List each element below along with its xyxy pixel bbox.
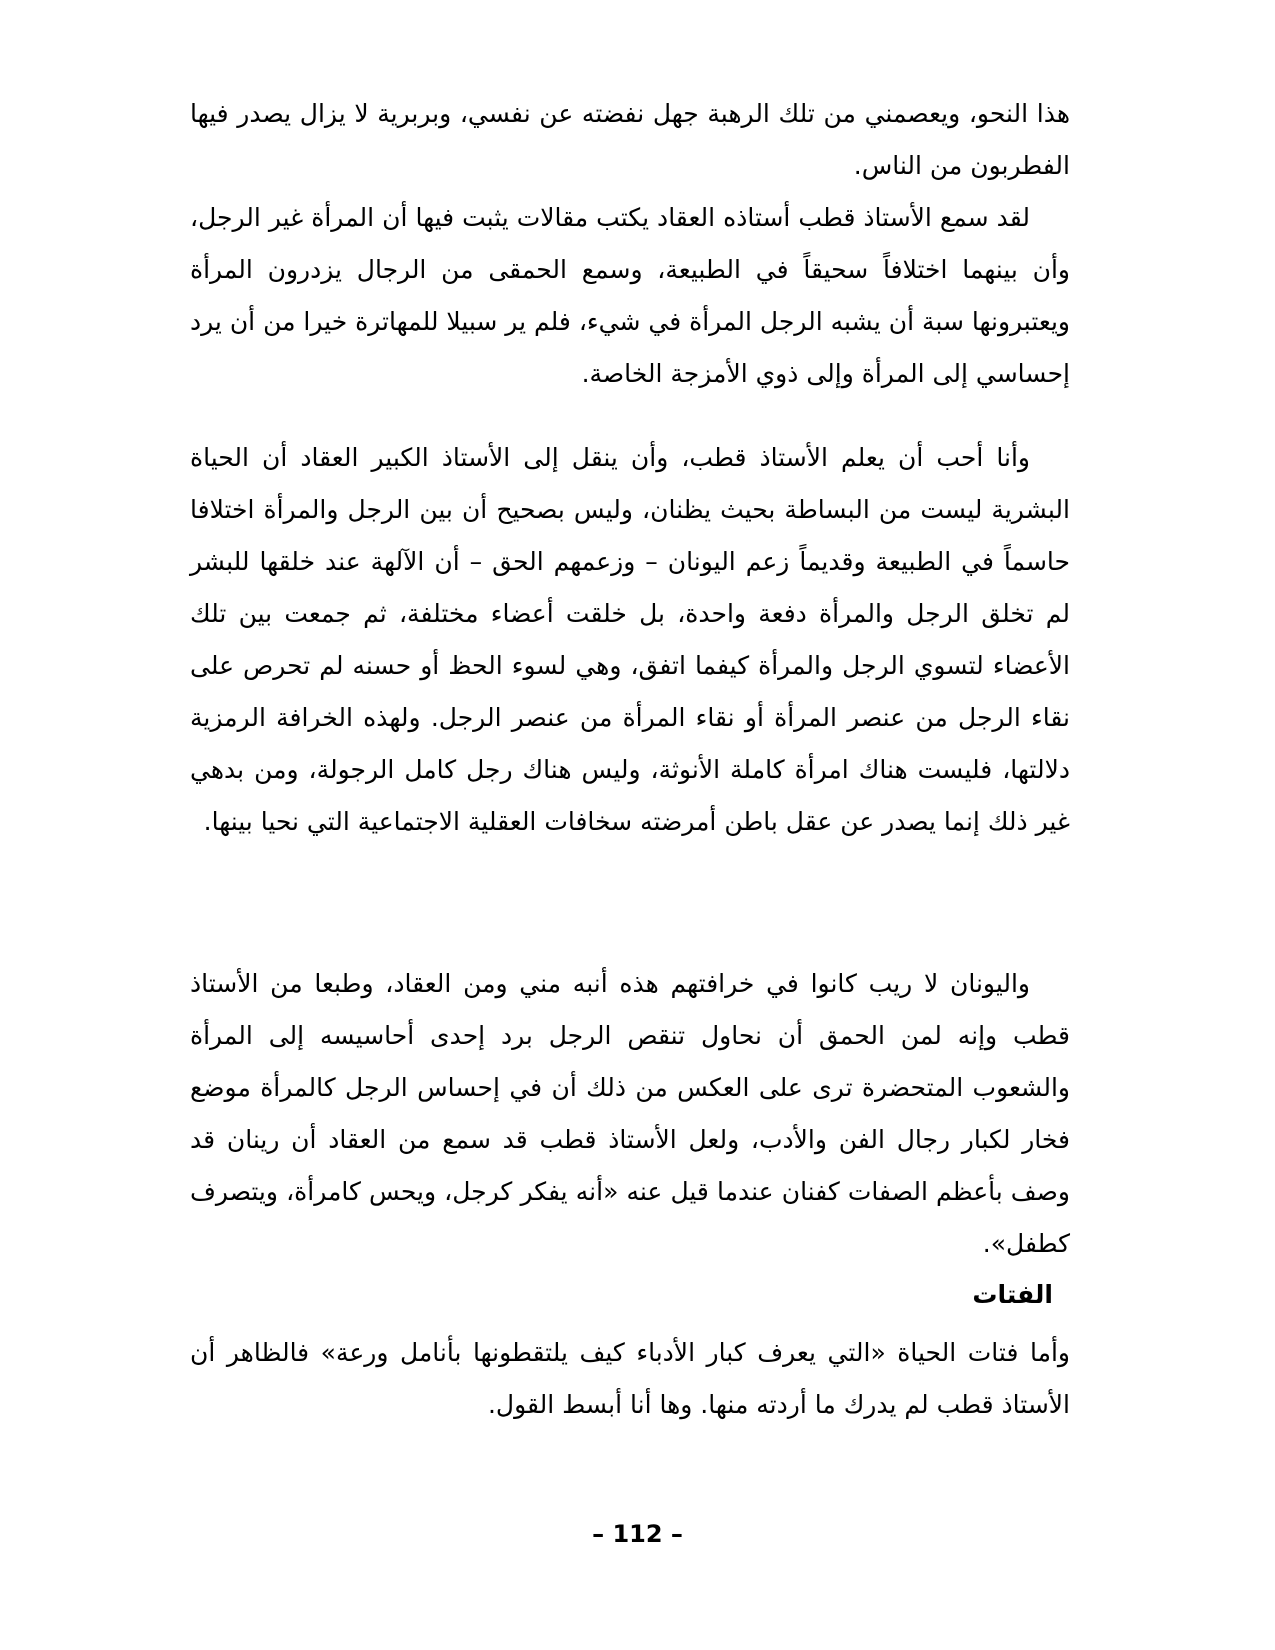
paragraph-1 xyxy=(190,192,1070,400)
paragraph-text: هذا النحو، ويعصمني من تلك الرهبة جهل نفضته عن نفسي، وبربرية لا يزال يصدر فيها الفطربون من الناس. xyxy=(190,99,1070,180)
paragraph-3 xyxy=(190,958,1070,1270)
paragraph-text: لقد سمع الأستاذ قطب أستاذه العقاد يكتب مقالات يثبت فيها أن المرأة غير الرجل، وأن بينهما اختلافاً سحيقاً في الطبيعة، وسمع الحمقى من الرجال يزدرون المرأة ويعتبرونها سبة أن يشبه الرجل المرأة في شيء، فلم ير سبيلا للمهاترة خيرا من أن يرد إحساسي إلى المرأة وإلى ذوي الأمزجة الخاصة. xyxy=(189,203,1070,388)
section-heading: الفتات xyxy=(972,1280,1053,1309)
paragraph-continuation xyxy=(190,88,1070,192)
paragraph-text: وأما فتات الحياة «التي يعرف كبار الأدباء كيف يلتقطونها بأنامل ورعة» فالظاهر أن الأستاذ قطب لم يدرك ما أردته منها. وها أنا أبسط القول. xyxy=(190,1338,1070,1419)
paragraph-text: وأنا أحب أن يعلم الأستاذ قطب، وأن ينقل إلى الأستاذ الكبير العقاد أن الحياة البشرية ليست من البساطة بحيث يظنان، وليس بصحيح أن بين الرجل والمرأة اختلافا حاسماً في الطبيعة وقديماً زعم اليونان – وزعمهم الحق – أن الآلهة عند خلقها للبشر لم تخلق الرجل والمرأة دفعة واحدة، بل خلقت أعضاء مختلفة، ثم جمعت بين تلك الأعضاء لتسوي الرجل والمرأة كيفما اتفق، وهي لسوء الحظ أو حسنه لم تحرص على نقاء الرجل من عنصر المرأة أو نقاء المرأة من عنصر الرجل. ولهذه الخرافة الرمزية دلالتها، فليست هناك امرأة كاملة الأنوثة، وليس هناك رجل كامل الرجولة، ومن بدهي غير ذلك إنما يصدر عن عقل باطن أمرضته سخافات العقلية الاجتماعية التي نحيا بينها. xyxy=(190,443,1070,836)
paragraph-2 xyxy=(190,432,1070,848)
paragraph-text: واليونان لا ريب كانوا في خرافتهم هذه أنبه مني ومن العقاد، وطبعا من الأستاذ قطب وإنه لمن الحمق أن نحاول تنقص الرجل برد إحدى أحاسيسه إلى المرأة والشعوب المتحضرة ترى على العكس من ذلك أن في إحساس الرجل كالمرأة موضع فخار لكبار رجال الفن والأدب، ولعل الأستاذ قطب قد سمع من العقاد أن رينان قد وصف بأعظم الصفات كفنان عندما قيل عنه «أنه يفكر كرجل، ويحس كامرأة، ويتصرف كطفل». xyxy=(190,969,1070,1258)
closing-paragraph xyxy=(190,1327,1070,1431)
page-number: – 112 – xyxy=(592,1520,683,1548)
